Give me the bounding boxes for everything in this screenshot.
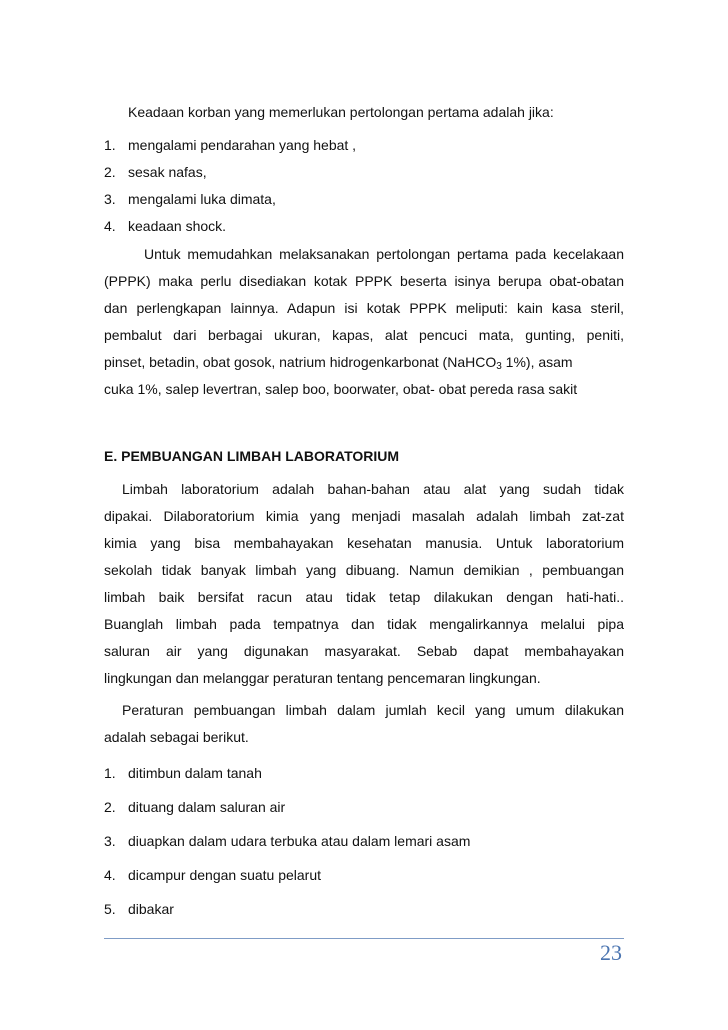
list-item <box>104 137 356 153</box>
limbah-line: lingkungan dan melanggar peraturan tentang pencemaran lingkungan. <box>104 670 541 686</box>
list-item <box>104 164 207 180</box>
peraturan-line: adalah sebagai berikut. <box>104 729 249 745</box>
list-number: 4. <box>104 218 116 234</box>
list-text: mengalami pendarahan yang hebat , <box>128 137 357 153</box>
page-number: 23 <box>600 940 622 965</box>
subscript: 3 <box>496 361 502 372</box>
list-number: 3. <box>104 833 116 849</box>
list-item <box>104 765 262 781</box>
list-item <box>104 901 174 917</box>
list-text: dibakar <box>128 901 174 917</box>
list-text: diuapkan dalam udara terbuka atau dalam lemari asam <box>128 833 471 849</box>
list-number: 2. <box>104 164 116 180</box>
limbah-line: Limbah laboratorium adalah bahan-bahan atau alat yang sudah tidak <box>122 481 624 497</box>
list-text: keadaan shock. <box>128 218 227 234</box>
footer-divider <box>104 938 624 939</box>
pppk-line: pembalut dari berbagai ukuran, kapas, alat pencuci mata, gunting, peniti, <box>104 327 624 343</box>
list-number: 3. <box>104 191 116 207</box>
list-item <box>104 218 226 234</box>
list-number: 2. <box>104 799 116 815</box>
limbah-line: Buanglah limbah pada tempatnya dan tidak mengalirkannya melalui pipa <box>104 616 624 632</box>
limbah-line: dipakai. Dilaboratorium kimia yang menjadi masalah adalah limbah zat-zat <box>104 508 624 524</box>
pppk-text: 1%), asam <box>501 354 573 370</box>
list-text: dicampur dengan suatu pelarut <box>128 867 322 883</box>
pppk-line: (PPPK) maka perlu disediakan kotak PPPK beserta isinya berupa obat-obatan <box>104 273 624 289</box>
list-item <box>104 867 321 883</box>
list-number: 5. <box>104 901 116 917</box>
intro-text: Keadaan korban yang memerlukan pertolongan pertama adalah jika: <box>128 104 554 120</box>
limbah-line: saluran air yang digunakan masyarakat. Sebab dapat membahayakan <box>104 643 624 659</box>
list-item <box>104 799 285 815</box>
list-text: mengalami luka dimata, <box>128 191 276 207</box>
list-text: ditimbun dalam tanah <box>128 765 262 781</box>
pppk-text: pinset, betadin, obat gosok, natrium hidrogenkarbonat (NaHCO <box>104 354 497 370</box>
pppk-line <box>104 354 624 372</box>
list-number: 1. <box>104 765 116 781</box>
limbah-line: kimia yang bisa membahayakan kesehatan manusia. Untuk laboratorium <box>104 535 624 551</box>
limbah-line: limbah baik bersifat racun atau tidak tetap dilakukan dengan hati-hati.. <box>104 589 624 605</box>
list-number: 1. <box>104 137 116 153</box>
limbah-line: sekolah tidak banyak limbah yang dibuang. Namun demikian , pembuangan <box>104 562 624 578</box>
pppk-line: Untuk memudahkan melaksanakan pertolongan pertama pada kecelakaan <box>144 246 624 262</box>
pppk-line: cuka 1%, salep levertran, salep boo, boorwater, obat- obat pereda rasa sakit <box>104 381 578 397</box>
list-text: sesak nafas, <box>128 164 207 180</box>
list-item <box>104 833 470 849</box>
peraturan-line: Peraturan pembuangan limbah dalam jumlah kecil yang umum dilakukan <box>122 702 624 718</box>
list-text: dituang dalam saluran air <box>128 799 286 815</box>
pppk-line: dan perlengkapan lainnya. Adapun isi kotak PPPK meliputi: kain kasa steril, <box>104 300 624 316</box>
section-heading: E. PEMBUANGAN LIMBAH LABORATORIUM <box>104 448 400 464</box>
list-number: 4. <box>104 867 116 883</box>
list-item <box>104 191 276 207</box>
